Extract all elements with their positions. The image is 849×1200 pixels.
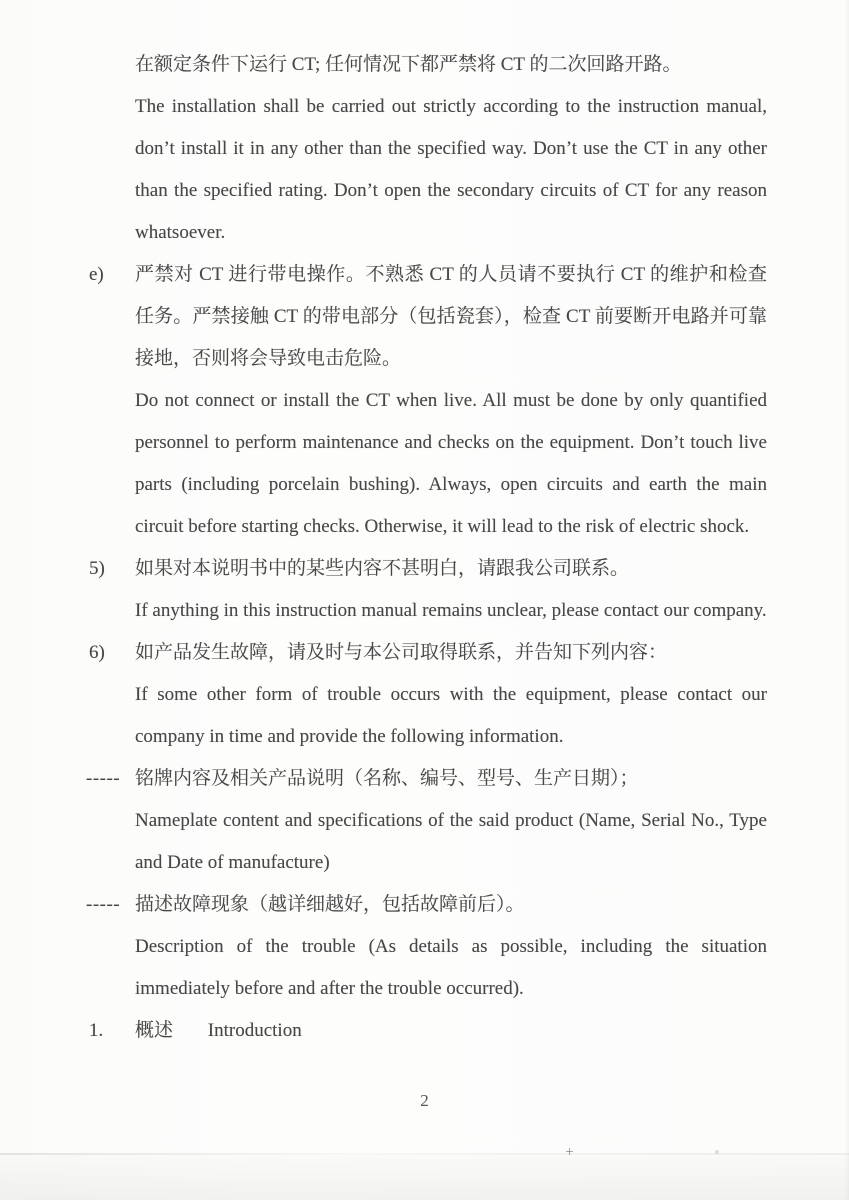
paragraph-en-trouble-description: Description of the trouble (As details as possible, including the situation immediately before and after the trouble occurred). — [135, 936, 767, 999]
section-number: 1. — [89, 1020, 104, 1041]
paragraph-cn-nameplate: 铭牌内容及相关产品说明（名称、编号、型号、生产日期）； — [135, 768, 639, 789]
dash-marker-nameplate: ----- — [86, 768, 121, 789]
paragraph-en-if-anything-unclear: If anything in this instruction manual remains unclear, please contact our company. — [135, 600, 767, 621]
scan-artifact-right-edge — [845, 0, 849, 1200]
document-body — [86, 44, 767, 1052]
section-title-en: Introduction — [207, 1020, 302, 1041]
list-marker-5: 5) — [89, 558, 105, 579]
scan-artifact-speck — [715, 1150, 719, 1154]
paragraph-cn-contact-if-unclear: 如果对本说明书中的某些内容不甚明白，请跟我公司联系。 — [135, 558, 630, 579]
list-marker-e: e) — [89, 264, 104, 285]
page-number: 2 — [420, 1091, 429, 1110]
dash-item-nameplate — [86, 758, 767, 800]
paragraph-cn-contact-on-trouble: 如产品发生故障，请及时与本公司取得联系，并告知下列内容： — [135, 642, 668, 663]
paragraph-cn-trouble-description: 描述故障现象（越详细越好，包括故障前后）。 — [135, 894, 525, 915]
section-title-zh: 概述 — [135, 1020, 174, 1041]
list-item-5 — [89, 548, 767, 590]
dash-marker-trouble-description: ----- — [86, 894, 121, 915]
scan-artifact-bottom-shade — [0, 1155, 849, 1200]
paragraph-en-do-not-connect: Do not connect or install the CT when live. All must be done by only quantified personnel to perform maintenance and checks on the equipment. Don’t touch live parts (including porcelain bushing). Always, open circuits and earth the main circuit before starting checks. Otherwise, it will lead to the risk of electric shock. — [135, 390, 767, 537]
list-marker-6: 6) — [89, 642, 105, 663]
list-item-e — [89, 254, 767, 380]
scan-artifact-speck — [566, 1148, 573, 1155]
paragraph-en-nameplate: Nameplate content and specifications of the said product (Name, Serial No., Type and Date of manufacture) — [135, 810, 767, 873]
paragraph-cn-rated-operation: 在额定条件下运行 CT; 任何情况下都严禁将 CT 的二次回路开路。 — [135, 54, 682, 75]
dash-item-trouble-description — [86, 884, 767, 926]
section-heading-introduction — [89, 1010, 767, 1052]
paragraph-en-installation: The installation shall be carried out strictly according to the instruction manual, don’t install it in any other than the specified way. Don’t use the CT in any other than the specified rating. Don’t open the secondary circuits of CT for any reason whatsoever. — [135, 96, 767, 243]
paragraph-en-trouble-contact: If some other form of trouble occurs with the equipment, please contact our company in time and provide the following information. — [135, 684, 767, 747]
list-item-6 — [89, 632, 767, 674]
paragraph-cn-live-operation: 严禁对 CT 进行带电操作。不熟悉 CT 的人员请不要执行 CT 的维护和检查任务。严禁接触 CT 的带电部分（包括瓷套），检查 CT 前要断开电路并可靠接地，否则将会导致电击危险。 — [135, 264, 767, 369]
